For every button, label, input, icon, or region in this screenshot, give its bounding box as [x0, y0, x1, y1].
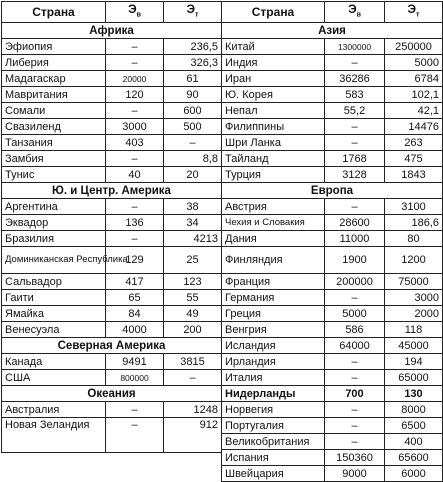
country-name: Финляндия [222, 247, 325, 274]
et-value: 263 [385, 135, 443, 151]
country-name: Аргентина [2, 199, 106, 215]
country-name: Австралия [2, 402, 106, 418]
table-row [222, 199, 443, 215]
table-row [222, 354, 443, 370]
section-title: Европа [222, 183, 443, 199]
country-name: Замбия [2, 151, 106, 167]
ev-value: – [325, 354, 385, 370]
ev-value: 583 [325, 87, 385, 103]
table-row [2, 354, 222, 370]
et-value: 38 [164, 199, 222, 215]
ev-value: 136 [106, 215, 164, 231]
country-name: Шри Ланка [222, 135, 325, 151]
header-ev: $Э_в$ [106, 2, 164, 23]
country-name: Танзания [2, 135, 106, 151]
table-row [2, 231, 222, 247]
ev-value: – [325, 119, 385, 135]
table-row [222, 119, 443, 135]
table-row [2, 306, 222, 322]
table-row [2, 87, 222, 103]
header-country: Страна [2, 2, 106, 23]
country-name: Ямайка [2, 306, 106, 322]
table-row [2, 402, 222, 418]
et-value: 80 [385, 231, 443, 247]
et-value: 90 [164, 87, 222, 103]
table-row [2, 39, 222, 55]
et-value: 236,5 [164, 39, 222, 55]
table-row [222, 39, 443, 55]
country-name: Бразилия [2, 231, 106, 247]
et-value: 6500 [385, 418, 443, 434]
et-value: 326,3 [164, 55, 222, 71]
ev-value: 150360 [325, 450, 385, 466]
et-value: 3000 [385, 290, 443, 306]
country-name: Турция [222, 167, 325, 183]
ev-value: 55,2 [325, 103, 385, 119]
et-value: 25 [164, 247, 222, 274]
table-row [2, 274, 222, 290]
country-name: Непал [222, 103, 325, 119]
country-name: Италия [222, 370, 325, 386]
ev-value: 200000 [325, 274, 385, 290]
table-row [222, 386, 443, 402]
et-value: 500 [164, 119, 222, 135]
ev-value: – [106, 151, 164, 167]
ev-value: 4000 [106, 322, 164, 338]
et-value: 3815 [164, 354, 222, 370]
table-row [222, 290, 443, 306]
et-value: 61 [164, 71, 222, 87]
table-row [222, 247, 443, 274]
country-name: Филиппины [222, 119, 325, 135]
country-name: США [2, 370, 106, 386]
et-value: 130 [385, 386, 443, 402]
et-value: 1843 [385, 167, 443, 183]
ev-value: – [325, 55, 385, 71]
et-value: 1248 [164, 402, 222, 418]
header-et: $Э_т$ [385, 2, 443, 23]
left-table [1, 1, 222, 453]
country-name: Либерия [2, 55, 106, 71]
table-row [222, 231, 443, 247]
country-name: Исландия [222, 338, 325, 354]
header-row [222, 2, 443, 23]
et-value: 250000 [385, 39, 443, 55]
ev-value: – [325, 418, 385, 434]
ev-value: 36286 [325, 71, 385, 87]
et-value: 34 [164, 215, 222, 231]
et-value: 123 [164, 274, 222, 290]
geothermal-table [1, 1, 442, 480]
header-country: Страна [222, 2, 325, 23]
country-name: Дания [222, 231, 325, 247]
et-value: 42,1 [385, 103, 443, 119]
section-title: Ю. и Центр. Америка [2, 183, 222, 199]
country-name: Свазиленд [2, 119, 106, 135]
et-value: 8,8 [164, 151, 222, 167]
et-value: 194 [385, 354, 443, 370]
ev-value: 120 [106, 87, 164, 103]
table-row [2, 370, 222, 386]
ev-value: – [106, 39, 164, 55]
table-row [222, 306, 443, 322]
table-row [222, 135, 443, 151]
country-name: Австрия [222, 199, 325, 215]
right-table [221, 1, 443, 482]
et-value: 186,6 [385, 215, 443, 231]
country-name: Эфиопия [2, 39, 106, 55]
table-row [2, 290, 222, 306]
table-row [222, 450, 443, 466]
country-name: Эквадор [2, 215, 106, 231]
ev-value: 28600 [325, 215, 385, 231]
ev-value: – [106, 103, 164, 119]
ev-value: – [106, 418, 164, 453]
table-row [222, 322, 443, 338]
table-row [2, 215, 222, 231]
table-row [2, 71, 222, 87]
ev-value: – [106, 402, 164, 418]
table-row [2, 151, 222, 167]
ev-value: 129 [106, 247, 164, 274]
table-row [2, 322, 222, 338]
et-value: 5000 [385, 55, 443, 71]
country-name: Гаити [2, 290, 106, 306]
et-value: – [164, 370, 222, 386]
country-name: Венгрия [222, 322, 325, 338]
country-name: Иран [222, 71, 325, 87]
country-name: Ю. Корея [222, 87, 325, 103]
ev-value: 64000 [325, 338, 385, 354]
header-et: $Э_т$ [164, 2, 222, 23]
header-row [2, 2, 222, 23]
et-value: 65600 [385, 450, 443, 466]
country-name: Тайланд [222, 151, 325, 167]
ev-value: 11000 [325, 231, 385, 247]
et-value: 118 [385, 322, 443, 338]
et-value: 6000 [385, 466, 443, 482]
section-title: Африка [2, 23, 222, 39]
country-name: Греция [222, 306, 325, 322]
country-name: Тунис [2, 167, 106, 183]
ev-value: – [325, 199, 385, 215]
et-value: 102,1 [385, 87, 443, 103]
country-name: Португалия [222, 418, 325, 434]
et-value: 4213 [164, 231, 222, 247]
et-value: 6784 [385, 71, 443, 87]
country-name: Сальвадор [2, 274, 106, 290]
table-row [2, 418, 222, 453]
table-row [2, 55, 222, 71]
et-value: 400 [385, 434, 443, 450]
ev-value: 9491 [106, 354, 164, 370]
et-value: 200 [164, 322, 222, 338]
table-row [222, 215, 443, 231]
country-name: Норвегия [222, 402, 325, 418]
et-value: 14476 [385, 119, 443, 135]
ev-value: 1900 [325, 247, 385, 274]
ev-value: 40 [106, 167, 164, 183]
et-value: 55 [164, 290, 222, 306]
table-row [2, 167, 222, 183]
table-row [2, 247, 222, 274]
et-value: 45000 [385, 338, 443, 354]
table-row [222, 338, 443, 354]
table-row [222, 466, 443, 482]
ev-value: 403 [106, 135, 164, 151]
section-title: Океания [2, 386, 222, 402]
ev-value: 3000 [106, 119, 164, 135]
ev-value: 9000 [325, 466, 385, 482]
table-row [222, 402, 443, 418]
ev-value: – [325, 434, 385, 450]
table-row [2, 199, 222, 215]
ev-value: 20000 [106, 71, 164, 87]
et-value: – [164, 135, 222, 151]
ev-value: 1300000 [325, 39, 385, 55]
et-value: 912 [164, 418, 222, 453]
country-name: Индия [222, 55, 325, 71]
ev-value: – [325, 402, 385, 418]
ev-value: 5000 [325, 306, 385, 322]
country-name: Мадагаскар [2, 71, 106, 87]
table-row [2, 135, 222, 151]
et-value: 65000 [385, 370, 443, 386]
et-value: 3100 [385, 199, 443, 215]
country-name: Франция [222, 274, 325, 290]
et-value: 600 [164, 103, 222, 119]
et-value: 49 [164, 306, 222, 322]
ev-value: – [106, 231, 164, 247]
table-row [222, 370, 443, 386]
et-value: 75000 [385, 274, 443, 290]
ev-value: 1768 [325, 151, 385, 167]
country-name: Доминиканская Республика [2, 247, 106, 274]
ev-value: 65 [106, 290, 164, 306]
country-name: Германия [222, 290, 325, 306]
country-name: Испания [222, 450, 325, 466]
ev-value: – [106, 199, 164, 215]
country-name: Швейцария [222, 466, 325, 482]
ev-value: 700 [325, 386, 385, 402]
country-name: Канада [2, 354, 106, 370]
ev-value: 417 [106, 274, 164, 290]
country-name: Венесуэла [2, 322, 106, 338]
country-name: Мавритания [2, 87, 106, 103]
country-name: Новая Зеландия [2, 418, 106, 453]
table-row [222, 434, 443, 450]
ev-value: 800000 [106, 370, 164, 386]
country-name: Ирландия [222, 354, 325, 370]
header-ev: $Э_в$ [325, 2, 385, 23]
ev-value: – [325, 370, 385, 386]
country-name: Китай [222, 39, 325, 55]
ev-value: 84 [106, 306, 164, 322]
table-row [222, 103, 443, 119]
ev-value: – [106, 55, 164, 71]
ev-value: 3128 [325, 167, 385, 183]
et-value: 1200 [385, 247, 443, 274]
table-row [222, 71, 443, 87]
table-row [222, 167, 443, 183]
table-row [222, 418, 443, 434]
ev-value: 586 [325, 322, 385, 338]
country-name: Чехия и Словакия [222, 215, 325, 231]
table-row [222, 55, 443, 71]
ev-value: – [325, 290, 385, 306]
table-row [222, 151, 443, 167]
table-row [2, 119, 222, 135]
country-name: Великобритания [222, 434, 325, 450]
et-value: 475 [385, 151, 443, 167]
ev-value: – [325, 135, 385, 151]
table-row [222, 274, 443, 290]
section-title: Азия [222, 23, 443, 39]
et-value: 2000 [385, 306, 443, 322]
et-value: 8000 [385, 402, 443, 418]
section-title: Северная Америка [2, 338, 222, 354]
table-row [222, 87, 443, 103]
table-row [2, 103, 222, 119]
country-name: Сомали [2, 103, 106, 119]
et-value: 20 [164, 167, 222, 183]
country-name: Нидерланды [222, 386, 325, 402]
